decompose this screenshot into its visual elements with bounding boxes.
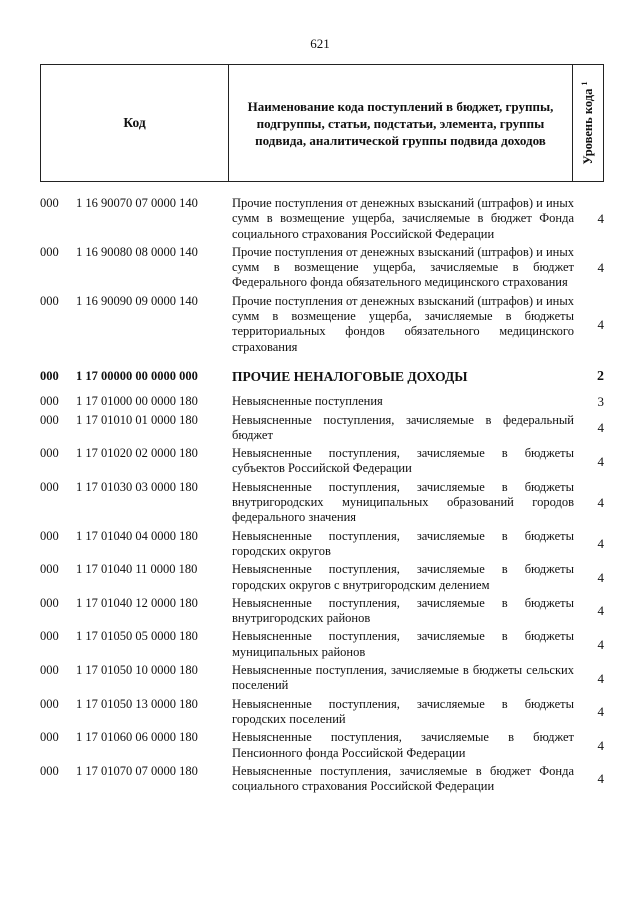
admin-code: 000 xyxy=(40,629,59,644)
code-level: 4 xyxy=(597,316,604,332)
income-name: Невыясненные поступления, зачисляемые в бюджеты внутригородских муниципальных образований городов федерального значения xyxy=(232,479,574,525)
admin-code: 000 xyxy=(40,293,59,308)
income-name: Невыясненные поступления, зачисляемые в бюджеты муниципальных районов xyxy=(232,629,574,659)
income-name: Невыясненные поступления, зачисляемые в бюджеты субъектов Российской Федерации xyxy=(232,446,574,476)
table-row xyxy=(40,294,604,355)
admin-code: 000 xyxy=(40,394,59,409)
admin-code: 000 xyxy=(40,763,59,778)
income-code: 1 17 01030 03 0000 180 xyxy=(76,479,198,494)
income-name: Невыясненные поступления xyxy=(232,394,383,409)
income-name: Невыясненные поступления, зачисляемые в бюджеты городских поселений xyxy=(232,696,574,726)
income-code: 1 17 01040 11 0000 180 xyxy=(76,562,198,577)
header-level xyxy=(573,65,603,181)
code-level: 4 xyxy=(597,495,604,511)
income-name: Невыясненные поступления, зачисляемые в бюджеты сельских поселений xyxy=(232,663,574,693)
income-code: 1 16 90070 07 0000 140 xyxy=(76,196,198,210)
income-name: Прочие поступления от денежных взысканий (штрафов) и иных сумм в возмещение ущерба, зачисляемые в бюджет Федерального фонда обязательного медицинского страхования xyxy=(232,244,574,290)
code-level: 4 xyxy=(597,536,604,552)
code-level: 2 xyxy=(597,368,604,384)
income-name: ПРОЧИЕ НЕНАЛОГОВЫЕ ДОХОДЫ xyxy=(232,368,468,384)
code-level: 4 xyxy=(597,260,604,276)
table-row xyxy=(40,196,604,242)
income-code: 1 17 01040 12 0000 180 xyxy=(76,595,198,610)
income-code: 1 17 01070 07 0000 180 xyxy=(76,763,198,778)
admin-code: 000 xyxy=(40,479,59,494)
code-level: 4 xyxy=(597,211,604,227)
income-name: Невыясненные поступления, зачисляемые в федеральный бюджет xyxy=(232,412,574,442)
income-name: Невыясненные поступления, зачисляемые в бюджеты городских округов с внутригородским делением xyxy=(232,562,574,592)
income-name: Невыясненные поступления, зачисляемые в бюджеты внутригородских районов xyxy=(232,595,574,626)
code-level: 4 xyxy=(597,420,604,436)
table-row xyxy=(40,413,604,444)
table-row xyxy=(40,394,604,409)
table-row xyxy=(40,446,604,477)
table-row xyxy=(40,562,604,593)
income-code: 1 17 01000 00 0000 180 xyxy=(76,394,198,409)
code-level: 4 xyxy=(597,603,604,619)
table-row xyxy=(40,730,604,761)
admin-code: 000 xyxy=(40,562,59,577)
code-level: 4 xyxy=(597,637,604,653)
code-level: 4 xyxy=(597,670,604,686)
code-level: 3 xyxy=(597,394,604,410)
admin-code: 000 xyxy=(40,368,59,383)
admin-code: 000 xyxy=(40,730,59,745)
table-row xyxy=(40,245,604,291)
table-row xyxy=(40,629,604,660)
table-body xyxy=(40,196,604,794)
income-code: 1 17 01050 10 0000 180 xyxy=(76,663,198,678)
header-level-label: Уровень кода xyxy=(581,88,596,165)
admin-code: 000 xyxy=(40,595,59,610)
income-name: Прочие поступления от денежных взысканий (штрафов) и иных сумм в возмещение ущерба, зачисляемые в бюджет Фонда социального страхования Российской Федерации xyxy=(232,196,574,241)
admin-code: 000 xyxy=(40,528,59,543)
header-level-footnote: 1 xyxy=(579,81,589,86)
code-level: 4 xyxy=(597,737,604,753)
income-code: 1 16 90090 09 0000 140 xyxy=(76,293,198,308)
table-header xyxy=(40,64,604,182)
table-row-section xyxy=(40,369,604,384)
income-name: Невыясненные поступления, зачисляемые в бюджет Фонда социального страхования Российской Федерации xyxy=(232,763,574,794)
income-code: 1 17 01040 04 0000 180 xyxy=(76,528,198,543)
table-row xyxy=(40,663,604,694)
code-level: 4 xyxy=(597,569,604,585)
income-name: Невыясненные поступления, зачисляемые в бюджеты городских округов xyxy=(232,528,574,558)
code-level: 4 xyxy=(597,704,604,720)
income-code: 1 17 01020 02 0000 180 xyxy=(76,446,198,461)
income-code: 1 17 01010 01 0000 180 xyxy=(76,412,198,427)
admin-code: 000 xyxy=(40,244,59,259)
income-code: 1 17 01050 05 0000 180 xyxy=(76,629,198,644)
code-level: 4 xyxy=(597,453,604,469)
table-row xyxy=(40,697,604,728)
income-code: 1 17 01050 13 0000 180 xyxy=(76,696,198,711)
income-code: 1 17 00000 00 0000 000 xyxy=(76,368,198,383)
table-row xyxy=(40,529,604,560)
header-code: Код xyxy=(41,65,229,181)
income-name: Прочие поступления от денежных взысканий (штрафов) и иных сумм в возмещение ущерба, зачисляемые в бюджеты территориальных фондов обязательного медицинского страхования xyxy=(232,293,574,354)
code-level: 4 xyxy=(597,771,604,787)
admin-code: 000 xyxy=(40,196,59,210)
admin-code: 000 xyxy=(40,663,59,678)
income-code: 1 17 01060 06 0000 180 xyxy=(76,730,198,745)
income-code: 1 16 90080 08 0000 140 xyxy=(76,244,198,259)
table-row xyxy=(40,764,604,795)
admin-code: 000 xyxy=(40,696,59,711)
table-row xyxy=(40,480,604,526)
admin-code: 000 xyxy=(40,412,59,427)
page-number: 621 xyxy=(310,36,330,51)
table-row xyxy=(40,596,604,627)
income-name: Невыясненные поступления, зачисляемые в бюджет Пенсионного фонда Российской Федерации xyxy=(232,730,574,760)
admin-code: 000 xyxy=(40,446,59,461)
header-name: Наименование кода поступлений в бюджет, группы, подгруппы, статьи, подстатьи, элемента, группы подвида, аналитической группы подвида доходов xyxy=(229,65,573,181)
